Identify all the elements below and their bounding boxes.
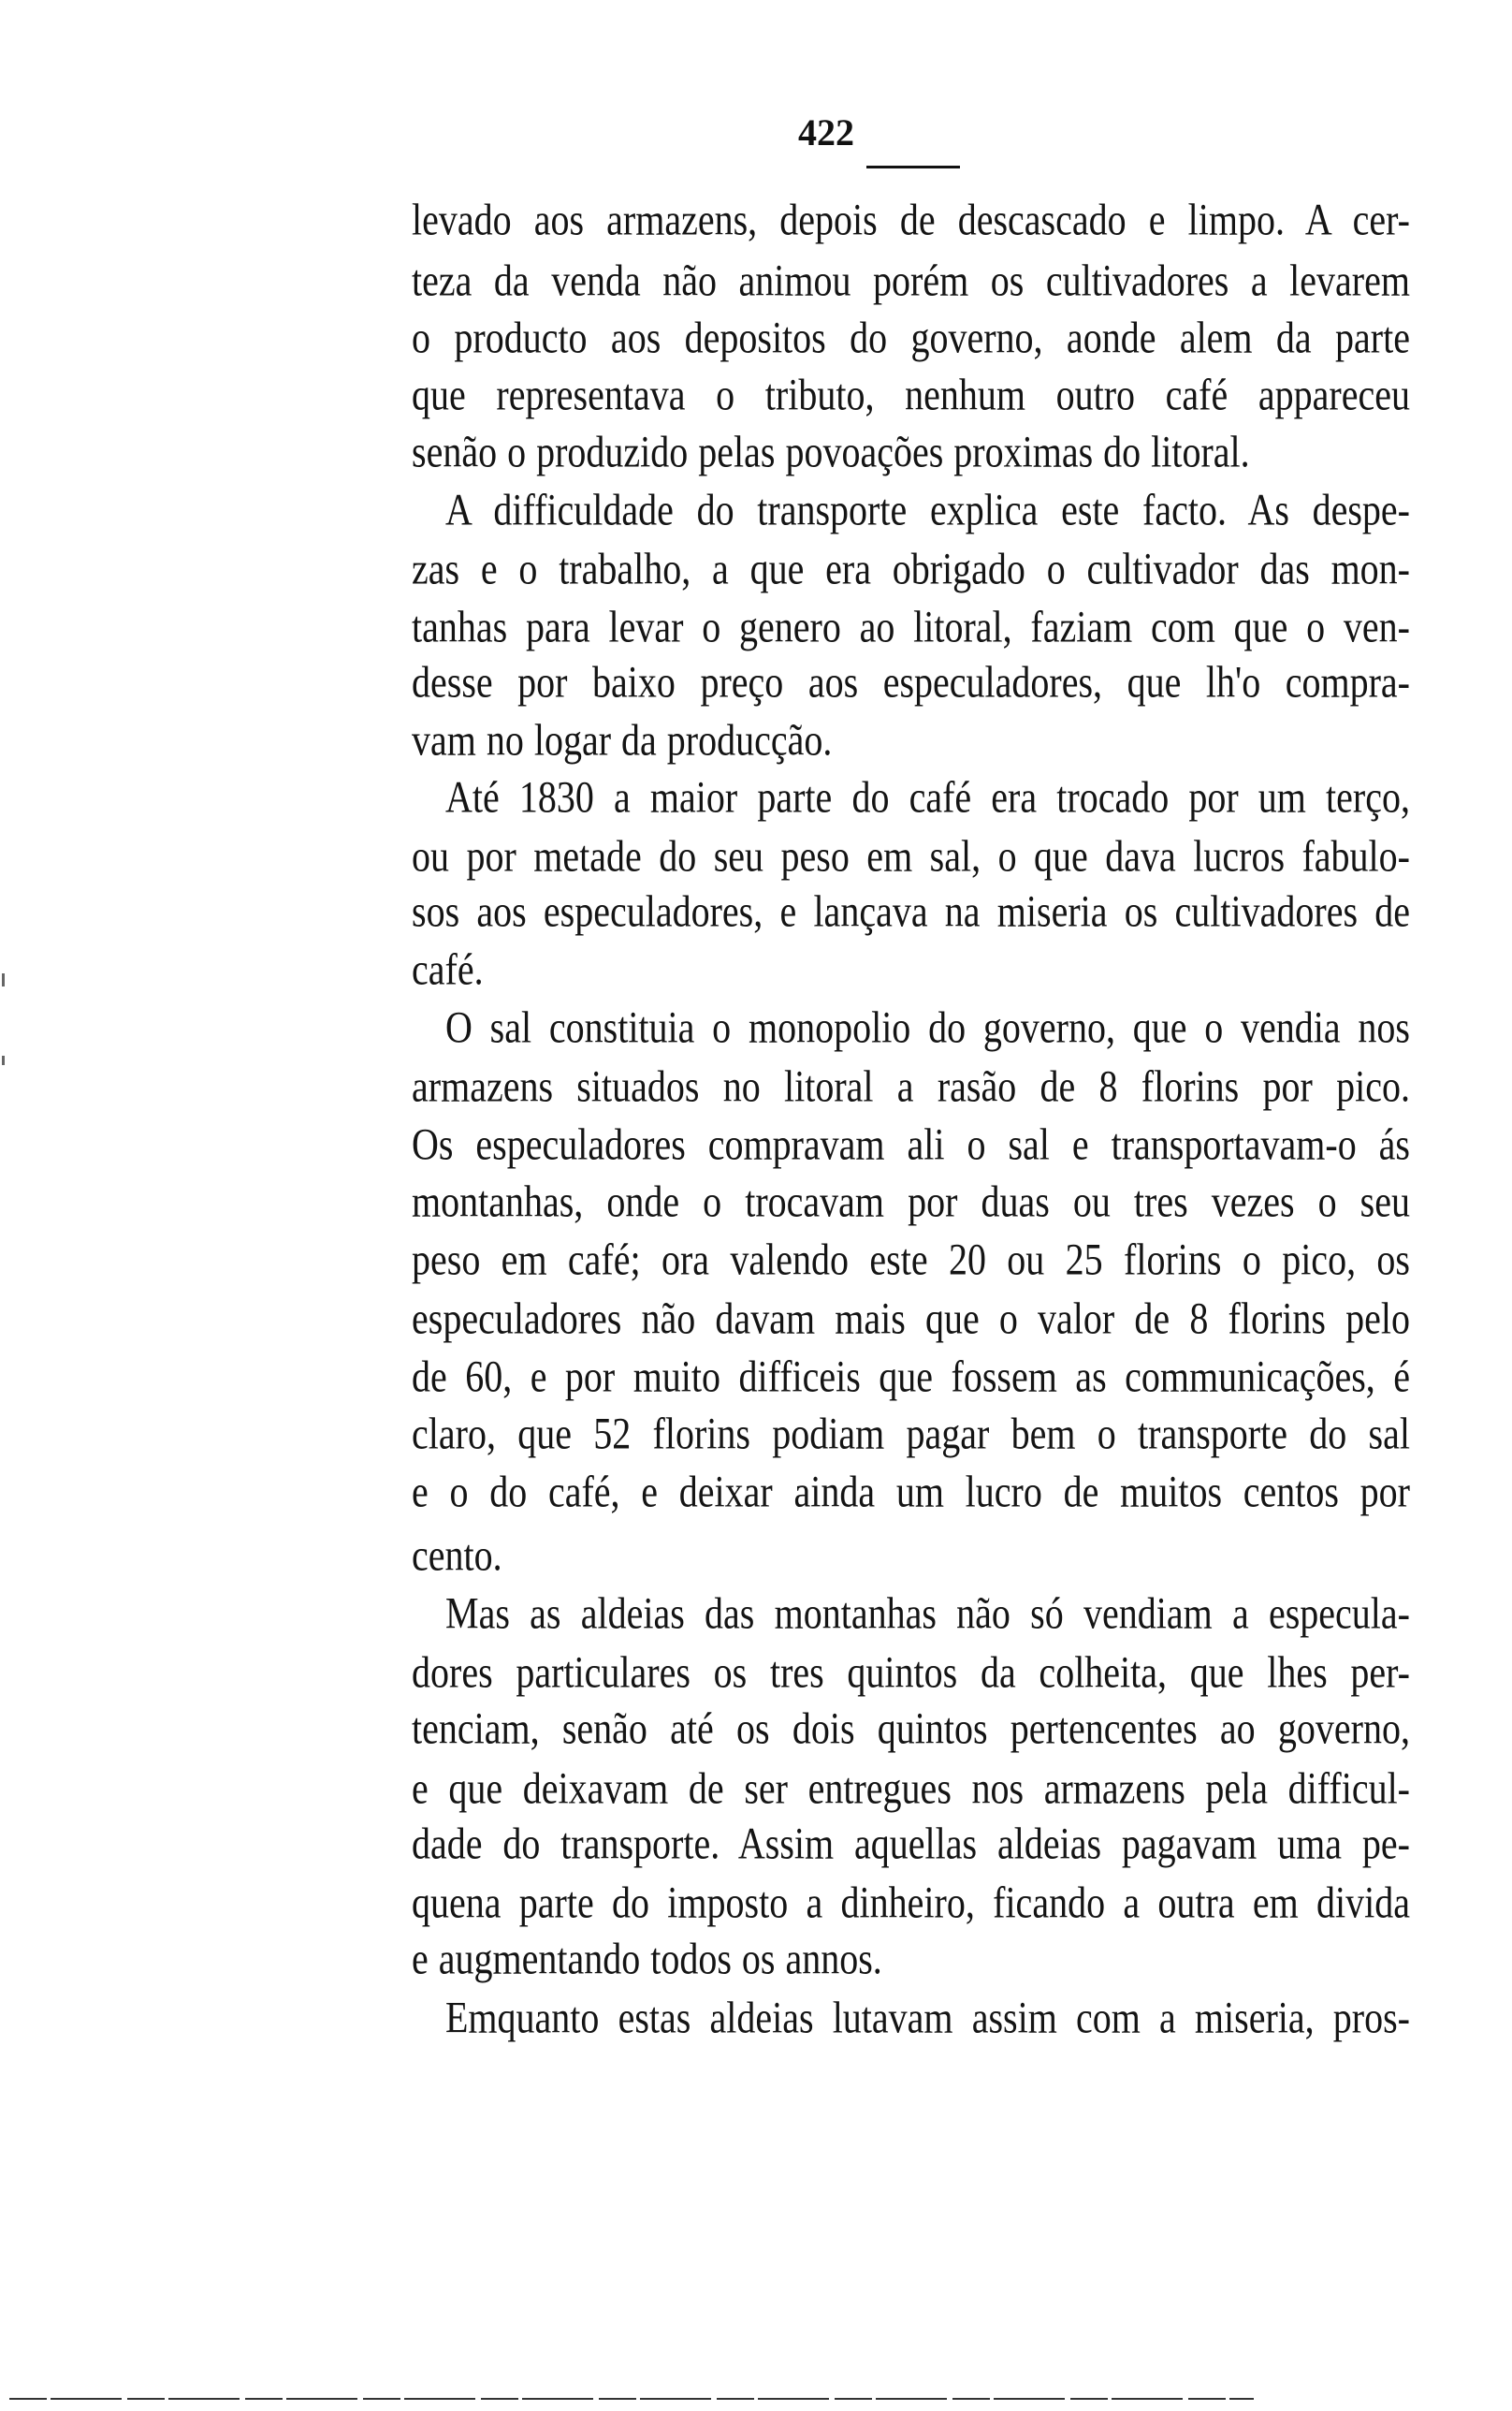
- text-line: de 60, e por muito difficeis que fossem as communicações, é: [412, 1351, 1410, 1401]
- text-line: dores particulares os tres quintos da colheita, que lhes per-: [412, 1646, 1410, 1697]
- text-line: Emquanto estas aldeias lutavam assim com a miseria, pros-: [445, 1992, 1410, 2042]
- text-line: teza da venda não animou porém os cultivadores a levarem: [412, 255, 1410, 305]
- page-number-rule: [866, 166, 960, 168]
- text-line: café.: [412, 943, 484, 994]
- text-line: claro, que 52 florins podiam pagar bem o transporte do sal: [412, 1408, 1410, 1458]
- text-line: ou por metade do seu peso em sal, o que dava lucros fabulo-: [412, 830, 1410, 881]
- scan-edge-mark: [2, 973, 5, 986]
- text-line: Até 1830 a maior parte do café era trocado por um terço,: [445, 771, 1410, 822]
- text-line: quena parte do imposto a dinheiro, ficando a outra em divida: [412, 1877, 1410, 1927]
- text-line: dade do transporte. Assim aquellas aldeias pagavam uma pe-: [412, 1818, 1410, 1868]
- text-line: cento.: [412, 1529, 502, 1580]
- text-line: especuladores não davam mais que o valor de 8 florins pelo: [412, 1293, 1410, 1343]
- text-line: Mas as aldeias das montanhas não só vendiam a especula-: [445, 1587, 1410, 1638]
- text-line: desse por baixo preço aos especuladores, que lh'o compra-: [412, 656, 1410, 707]
- text-line: Os especuladores compravam ali o sal e transportavam-o ás: [412, 1118, 1410, 1169]
- text-line: que representava o tributo, nenhum outro café appareceu: [412, 369, 1410, 419]
- text-line: e augmentando todos os annos.: [412, 1933, 882, 1983]
- text-line: levado aos armazens, depois de descascado e limpo. A cer-: [412, 194, 1410, 244]
- text-line: tanhas para levar o genero ao litoral, faziam com que o ven-: [412, 601, 1410, 651]
- text-line: O sal constituia o monopolio do governo, que o vendia nos: [445, 1001, 1410, 1052]
- text-line: peso em café; ora valendo este 20 ou 25 florins o pico, os: [412, 1234, 1410, 1284]
- text-line: e que deixavam de ser entregues nos armazens pela difficul-: [412, 1762, 1410, 1813]
- text-line: tenciam, senão até os dois quintos pertencentes ao governo,: [412, 1702, 1410, 1753]
- text-line: senão o produzido pelas povoações proximas do litoral.: [412, 426, 1250, 476]
- scan-edge-mark: [2, 1056, 5, 1065]
- text-line: montanhas, onde o trocavam por duas ou tres vezes o seu: [412, 1176, 1410, 1226]
- text-line: e o do café, e deixar ainda um lucro de muitos centos por: [412, 1466, 1410, 1516]
- text-line: vam no logar da producção.: [412, 714, 833, 765]
- text-line: sos aos especuladores, e lançava na miseria os cultivadores de: [412, 885, 1410, 936]
- text-line: armazens situados no litoral a rasão de 8 florins por pico.: [412, 1060, 1410, 1111]
- text-line: zas e o trabalho, a que era obrigado o cultivador das mon-: [412, 543, 1410, 593]
- text-line: A difficuldade do transporte explica este facto. As despe-: [445, 484, 1410, 534]
- text-line: o producto aos depositos do governo, aonde alem da parte: [412, 312, 1410, 362]
- page-number: 422: [798, 111, 854, 153]
- scan-bottom-rule: [9, 2398, 1254, 2400]
